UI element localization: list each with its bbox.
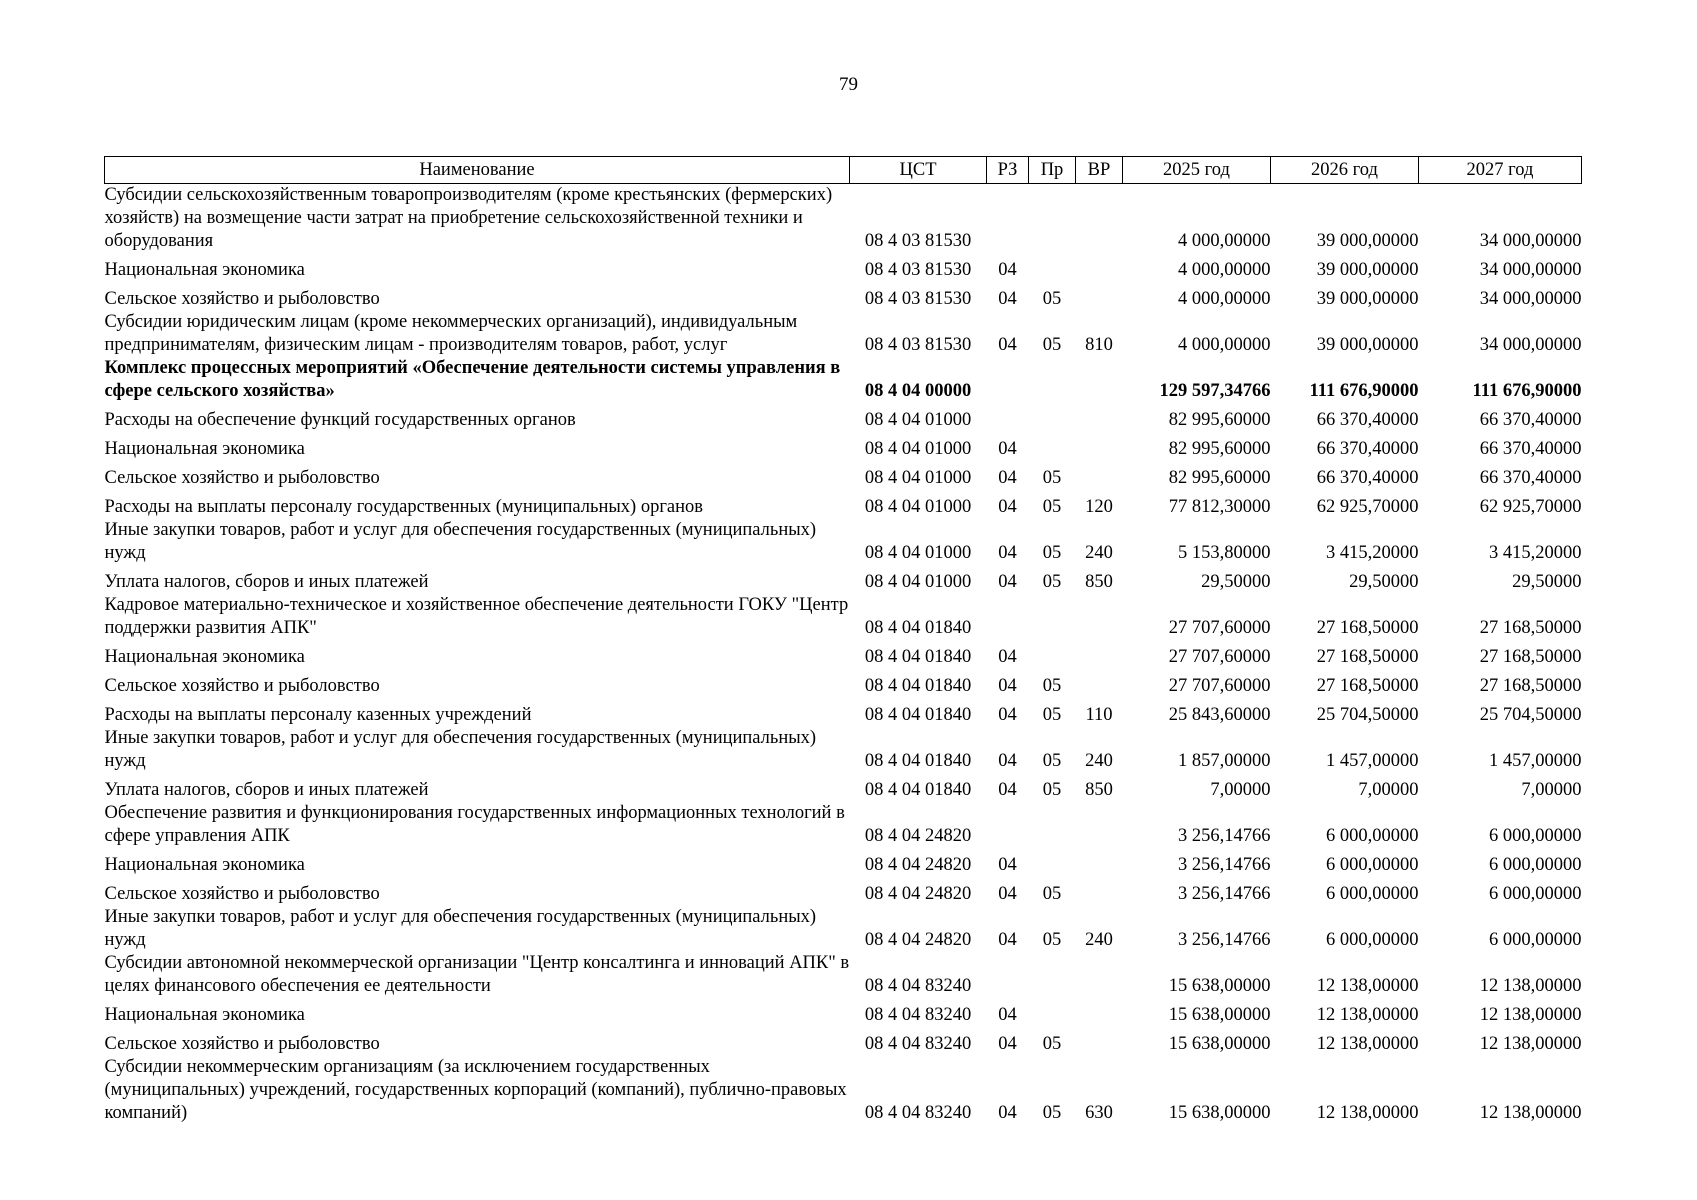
header-cst: ЦСТ (850, 157, 987, 184)
row-vr (1076, 184, 1123, 254)
header-2027: 2027 год (1419, 157, 1582, 184)
row-cst: 08 4 03 81530 (864, 335, 972, 355)
row-amount-2027: 66 370,40000 (1479, 439, 1582, 459)
row-amount-2027: 62 925,70000 (1479, 497, 1582, 517)
row-vr (1076, 952, 1123, 998)
row-vr (1076, 594, 1123, 640)
row-name: Сельское хозяйство и рыболовство (104, 676, 380, 696)
row-cst: 08 4 04 00000 (864, 381, 972, 401)
row-amount-2026: 27 168,50000 (1316, 647, 1419, 667)
row-cst: 08 4 04 01840 (864, 647, 972, 667)
row-amount-2027: 6 000,00000 (1489, 855, 1582, 875)
row-amount-2027: 12 138,00000 (1479, 976, 1582, 996)
row-cst: 08 4 04 01000 (864, 572, 972, 592)
row-amount-2026: 66 370,40000 (1316, 439, 1419, 459)
row-amount-2026: 6 000,00000 (1326, 884, 1419, 904)
row-amount-2026: 6 000,00000 (1326, 930, 1419, 950)
row-amount-2027: 34 000,00000 (1479, 260, 1582, 280)
row-pr: 05 (1042, 468, 1062, 488)
row-amount-2025: 15 638,00000 (1168, 1005, 1271, 1025)
row-amount-2027: 7,00000 (1521, 780, 1582, 800)
table-row (105, 640, 1582, 669)
row-vr: 810 (1085, 335, 1113, 355)
row-cst: 08 4 04 83240 (864, 1005, 972, 1025)
table-row (105, 952, 1582, 998)
row-amount-2025: 15 638,00000 (1168, 976, 1271, 996)
row-vr (1076, 877, 1123, 906)
row-amount-2026: 29,50000 (1349, 572, 1419, 592)
row-amount-2026: 66 370,40000 (1316, 410, 1419, 430)
row-vr (1076, 802, 1123, 848)
row-amount-2026: 62 925,70000 (1316, 497, 1419, 517)
table-row (105, 490, 1582, 519)
row-amount-2026: 7,00000 (1358, 780, 1419, 800)
row-pr (1029, 594, 1076, 640)
row-rz: 04 (998, 676, 1017, 696)
row-cst: 08 4 03 81530 (864, 231, 972, 251)
row-vr (1076, 432, 1123, 461)
table-body (105, 184, 1582, 1126)
row-rz: 04 (998, 884, 1017, 904)
row-pr (1029, 952, 1076, 998)
row-cst: 08 4 04 24820 (864, 826, 972, 846)
row-pr (1029, 998, 1076, 1027)
row-vr: 630 (1085, 1103, 1113, 1123)
row-amount-2027: 12 138,00000 (1479, 1034, 1582, 1054)
row-cst: 08 4 04 01840 (864, 780, 972, 800)
row-amount-2026: 6 000,00000 (1326, 855, 1419, 875)
row-name: Уплата налогов, сборов и иных платежей (104, 780, 429, 800)
row-amount-2025: 27 707,60000 (1168, 647, 1271, 667)
row-name: Субсидии юридическим лицам (кроме некоммерческих организаций), индивидуальным предпринимателям, физическим лицам - производителям товаров, работ, услуг (104, 312, 798, 355)
row-vr: 240 (1085, 930, 1113, 950)
row-rz (987, 357, 1029, 403)
row-amount-2025: 3 256,14766 (1178, 855, 1271, 875)
table-row (105, 253, 1582, 282)
table-row (105, 519, 1582, 565)
row-amount-2026: 39 000,00000 (1316, 335, 1419, 355)
row-rz: 04 (998, 468, 1017, 488)
row-amount-2025: 82 995,60000 (1168, 468, 1271, 488)
row-vr (1076, 403, 1123, 432)
row-pr: 05 (1042, 705, 1062, 725)
table-row (105, 403, 1582, 432)
row-name: Субсидии автономной некоммерческой организации "Центр консалтинга и инноваций АПК" в целях финансового обеспечения ее деятельности (104, 953, 850, 996)
row-amount-2025: 4 000,00000 (1178, 335, 1271, 355)
row-amount-2025: 3 256,14766 (1178, 884, 1271, 904)
row-amount-2025: 15 638,00000 (1168, 1034, 1271, 1054)
row-rz (987, 802, 1029, 848)
row-name: Расходы на обеспечение функций государственных органов (104, 410, 576, 430)
row-amount-2026: 27 168,50000 (1316, 676, 1419, 696)
row-cst: 08 4 04 01000 (864, 410, 972, 430)
row-amount-2026: 27 168,50000 (1316, 618, 1419, 638)
row-pr: 05 (1042, 930, 1062, 950)
table-row (105, 1027, 1582, 1056)
table-row (105, 1056, 1582, 1125)
row-amount-2025: 77 812,30000 (1168, 497, 1271, 517)
table-row (105, 698, 1582, 727)
row-vr (1076, 1027, 1123, 1056)
row-rz (987, 403, 1029, 432)
header-name: Наименование (105, 157, 850, 184)
row-cst: 08 4 04 01000 (864, 497, 972, 517)
row-amount-2027: 27 168,50000 (1479, 618, 1582, 638)
row-amount-2026: 25 704,50000 (1316, 705, 1419, 725)
row-pr: 05 (1042, 572, 1062, 592)
row-rz: 04 (998, 289, 1017, 309)
row-amount-2025: 4 000,00000 (1178, 289, 1271, 309)
row-amount-2025: 5 153,80000 (1178, 543, 1271, 563)
row-amount-2026: 12 138,00000 (1316, 1103, 1419, 1123)
row-pr (1029, 253, 1076, 282)
table-row (105, 998, 1582, 1027)
row-pr: 05 (1042, 780, 1062, 800)
row-amount-2027: 6 000,00000 (1489, 930, 1582, 950)
row-name: Уплата налогов, сборов и иных платежей (104, 572, 429, 592)
row-amount-2025: 4 000,00000 (1178, 260, 1271, 280)
table-row (105, 311, 1582, 357)
row-amount-2027: 12 138,00000 (1479, 1103, 1582, 1123)
row-amount-2027: 34 000,00000 (1479, 335, 1582, 355)
row-amount-2025: 29,50000 (1201, 572, 1271, 592)
row-vr: 850 (1085, 780, 1113, 800)
row-pr (1029, 432, 1076, 461)
row-rz: 04 (998, 1005, 1017, 1025)
row-pr: 05 (1042, 884, 1062, 904)
table-row (105, 877, 1582, 906)
row-rz: 04 (998, 439, 1017, 459)
row-amount-2026: 39 000,00000 (1316, 289, 1419, 309)
row-amount-2027: 12 138,00000 (1479, 1005, 1582, 1025)
table-row (105, 669, 1582, 698)
row-name: Иные закупки товаров, работ и услуг для обеспечения государственных (муниципальных) нужд (104, 520, 817, 563)
row-name: Расходы на выплаты персоналу государственных (муниципальных) органов (104, 497, 704, 517)
row-amount-2026: 111 676,90000 (1309, 381, 1419, 401)
header-2025: 2025 год (1123, 157, 1271, 184)
row-pr (1029, 848, 1076, 877)
row-pr (1029, 184, 1076, 254)
row-pr: 05 (1042, 289, 1062, 309)
row-amount-2027: 1 457,00000 (1489, 751, 1582, 771)
row-pr: 05 (1042, 497, 1062, 517)
row-cst: 08 4 04 83240 (864, 1103, 972, 1123)
row-cst: 08 4 04 24820 (864, 884, 972, 904)
row-name: Национальная экономика (104, 439, 305, 459)
table-row (105, 773, 1582, 802)
row-amount-2027: 34 000,00000 (1479, 289, 1582, 309)
table-row (105, 906, 1582, 952)
table-row (105, 461, 1582, 490)
row-name: Сельское хозяйство и рыболовство (104, 884, 380, 904)
row-amount-2025: 82 995,60000 (1168, 410, 1271, 430)
row-cst: 08 4 04 83240 (864, 976, 972, 996)
row-vr (1076, 253, 1123, 282)
header-rz: РЗ (987, 157, 1029, 184)
row-pr: 05 (1042, 1103, 1062, 1123)
row-rz: 04 (998, 751, 1017, 771)
row-name: Сельское хозяйство и рыболовство (104, 1034, 380, 1054)
row-pr: 05 (1042, 676, 1062, 696)
row-pr: 05 (1042, 1034, 1062, 1054)
table-row (105, 282, 1582, 311)
row-cst: 08 4 04 01840 (864, 618, 972, 638)
row-vr (1076, 357, 1123, 403)
row-pr (1029, 802, 1076, 848)
row-pr (1029, 640, 1076, 669)
row-rz (987, 594, 1029, 640)
row-rz: 04 (998, 260, 1017, 280)
table-row (105, 357, 1582, 403)
table-row (105, 432, 1582, 461)
row-cst: 08 4 04 01000 (864, 543, 972, 563)
row-amount-2026: 12 138,00000 (1316, 976, 1419, 996)
row-amount-2026: 12 138,00000 (1316, 1034, 1419, 1054)
row-amount-2026: 3 415,20000 (1326, 543, 1419, 563)
row-amount-2026: 6 000,00000 (1326, 826, 1419, 846)
row-vr (1076, 640, 1123, 669)
row-amount-2025: 3 256,14766 (1178, 930, 1271, 950)
row-rz (987, 184, 1029, 254)
row-vr (1076, 998, 1123, 1027)
row-amount-2025: 129 597,34766 (1159, 381, 1271, 401)
row-pr (1029, 357, 1076, 403)
row-pr (1029, 403, 1076, 432)
row-cst: 08 4 03 81530 (864, 260, 972, 280)
table-row (105, 848, 1582, 877)
header-vr: ВР (1076, 157, 1123, 184)
budget-table (104, 156, 1582, 1125)
table-row (105, 802, 1582, 848)
row-rz: 04 (998, 780, 1017, 800)
row-name: Сельское хозяйство и рыболовство (104, 289, 380, 309)
table-row (105, 594, 1582, 640)
row-vr (1076, 282, 1123, 311)
header-pr: Пр (1029, 157, 1076, 184)
row-cst: 08 4 03 81530 (864, 289, 972, 309)
row-name: Национальная экономика (104, 855, 305, 875)
row-amount-2026: 39 000,00000 (1316, 260, 1419, 280)
row-vr: 850 (1085, 572, 1113, 592)
row-rz: 04 (998, 930, 1017, 950)
row-name: Обеспечение развития и функционирования государственных информационных технологий в сфере управления АПК (104, 803, 845, 846)
row-name: Кадровое материально-техническое и хозяйственное обеспечение деятельности ГОКУ "Центр поддержки развития АПК" (104, 595, 849, 638)
table-row (105, 727, 1582, 773)
row-amount-2027: 66 370,40000 (1479, 410, 1582, 430)
row-vr (1076, 461, 1123, 490)
row-vr (1076, 669, 1123, 698)
row-rz (987, 952, 1029, 998)
row-pr: 05 (1042, 751, 1062, 771)
row-amount-2025: 82 995,60000 (1168, 439, 1271, 459)
row-cst: 08 4 04 01000 (864, 468, 972, 488)
row-name: Иные закупки товаров, работ и услуг для обеспечения государственных (муниципальных) нужд (104, 907, 817, 950)
header-2026: 2026 год (1271, 157, 1419, 184)
row-cst: 08 4 04 01000 (864, 439, 972, 459)
row-amount-2027: 111 676,90000 (1472, 381, 1582, 401)
row-amount-2027: 27 168,50000 (1479, 676, 1582, 696)
row-amount-2026: 12 138,00000 (1316, 1005, 1419, 1025)
row-pr: 05 (1042, 543, 1062, 563)
row-vr: 240 (1085, 751, 1113, 771)
row-amount-2027: 3 415,20000 (1489, 543, 1582, 563)
row-rz: 04 (998, 572, 1017, 592)
row-amount-2025: 1 857,00000 (1178, 751, 1271, 771)
row-amount-2025: 3 256,14766 (1178, 826, 1271, 846)
row-cst: 08 4 04 83240 (864, 1034, 972, 1054)
row-amount-2026: 1 457,00000 (1326, 751, 1419, 771)
row-rz: 04 (998, 1103, 1017, 1123)
row-rz: 04 (998, 497, 1017, 517)
row-name: Комплекс процессных мероприятий «Обеспечение деятельности системы управления в сфере сельского хозяйства» (104, 358, 841, 401)
row-cst: 08 4 04 01840 (864, 751, 972, 771)
row-pr: 05 (1042, 335, 1062, 355)
row-amount-2027: 34 000,00000 (1479, 231, 1582, 251)
row-vr: 240 (1085, 543, 1113, 563)
row-rz: 04 (998, 705, 1017, 725)
row-rz: 04 (998, 855, 1017, 875)
row-amount-2027: 25 704,50000 (1479, 705, 1582, 725)
row-name: Иные закупки товаров, работ и услуг для обеспечения государственных (муниципальных) нужд (104, 728, 817, 771)
row-name: Национальная экономика (104, 1005, 305, 1025)
row-rz: 04 (998, 543, 1017, 563)
row-amount-2025: 27 707,60000 (1168, 676, 1271, 696)
row-rz: 04 (998, 335, 1017, 355)
row-name: Сельское хозяйство и рыболовство (104, 468, 380, 488)
row-name: Расходы на выплаты персоналу казенных учреждений (104, 705, 532, 725)
row-cst: 08 4 04 24820 (864, 930, 972, 950)
row-amount-2025: 27 707,60000 (1168, 618, 1271, 638)
row-amount-2026: 66 370,40000 (1316, 468, 1419, 488)
row-amount-2025: 7,00000 (1210, 780, 1271, 800)
row-amount-2027: 66 370,40000 (1479, 468, 1582, 488)
row-amount-2027: 27 168,50000 (1479, 647, 1582, 667)
row-vr: 120 (1085, 497, 1113, 517)
row-vr: 110 (1085, 705, 1113, 725)
table-row (105, 565, 1582, 594)
row-rz: 04 (998, 1034, 1017, 1054)
row-cst: 08 4 04 01840 (864, 676, 972, 696)
row-amount-2027: 29,50000 (1512, 572, 1582, 592)
row-amount-2025: 15 638,00000 (1168, 1103, 1271, 1123)
row-name: Субсидии некоммерческим организациям (за исключением государственных (муниципальных) учреждений, государственных корпораций (компаний), публично-правовых компаний) (104, 1057, 847, 1123)
table-row (105, 184, 1582, 254)
row-rz: 04 (998, 647, 1017, 667)
row-cst: 08 4 04 01840 (864, 705, 972, 725)
row-amount-2025: 25 843,60000 (1168, 705, 1271, 725)
table-header-row (105, 157, 1582, 184)
row-amount-2025: 4 000,00000 (1178, 231, 1271, 251)
row-amount-2027: 6 000,00000 (1489, 826, 1582, 846)
row-name: Национальная экономика (104, 647, 305, 667)
row-cst: 08 4 04 24820 (864, 855, 972, 875)
row-amount-2026: 39 000,00000 (1316, 231, 1419, 251)
row-amount-2027: 6 000,00000 (1489, 884, 1582, 904)
page-number: 79 (839, 74, 858, 95)
row-vr (1076, 848, 1123, 877)
row-name: Национальная экономика (104, 260, 305, 280)
row-name: Субсидии сельскохозяйственным товаропроизводителям (кроме крестьянских (фермерских) хозяйств) на возмещение части затрат на приобретение сельскохозяйственной техники и оборудования (104, 185, 833, 251)
